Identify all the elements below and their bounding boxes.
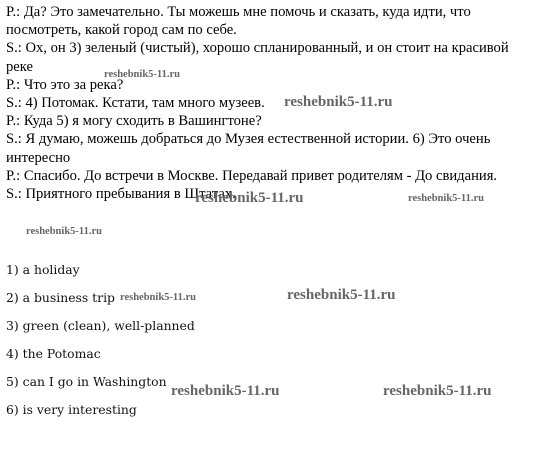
watermark: reshebnik5-11.ru — [104, 69, 180, 80]
watermark: reshebnik5-11.ru — [383, 383, 492, 399]
dialogue-line: S.: 4) Потомак. Кстати, там много музеев. — [6, 95, 265, 112]
dialogue-line: S.: Ох, он 3) зеленый (чистый), хорошо спланированный, и он стоит на красивой реке — [6, 40, 509, 75]
watermark: reshebnik5-11.ru — [195, 190, 304, 206]
answer-item: 3) green (clean), well-planned — [6, 318, 195, 333]
watermark: reshebnik5-11.ru — [26, 226, 102, 237]
watermark: reshebnik5-11.ru — [408, 193, 484, 204]
watermark: reshebnik5-11.ru — [171, 383, 280, 399]
dialogue-text — [6, 3, 532, 203]
watermark: reshebnik5-11.ru — [284, 94, 393, 110]
dialogue-line: S.: Приятного пребывания в Штатах. — [6, 186, 236, 203]
answer-item: 2) a business trip — [6, 290, 115, 305]
dialogue-line: P.: Что это за река? — [6, 76, 124, 93]
answer-list — [6, 262, 195, 430]
dialogue-line: P.: Да? Это замечательно. Ты можешь мне помочь и сказать, куда идти, что посмотреть, какой город сам по себе. — [6, 4, 471, 39]
answer-item: 6) is very interesting — [6, 402, 137, 417]
dialogue-line: P.: Спасибо. До встречи в Москве. Передавай привет родителям - До свидания. — [6, 167, 498, 184]
watermark: reshebnik5-11.ru — [120, 292, 196, 303]
dialogue-line: P.: Куда 5) я могу сходить в Вашингтоне? — [6, 113, 262, 130]
answer-item: 5) can I go in Washington — [6, 374, 167, 389]
watermark: reshebnik5-11.ru — [287, 287, 396, 303]
answer-item: 4) the Potomac — [6, 346, 101, 361]
dialogue-line: S.: Я думаю, можешь добраться до Музея естественной истории. 6) Это очень интересно — [6, 131, 491, 166]
answer-item: 1) a holiday — [6, 262, 80, 277]
